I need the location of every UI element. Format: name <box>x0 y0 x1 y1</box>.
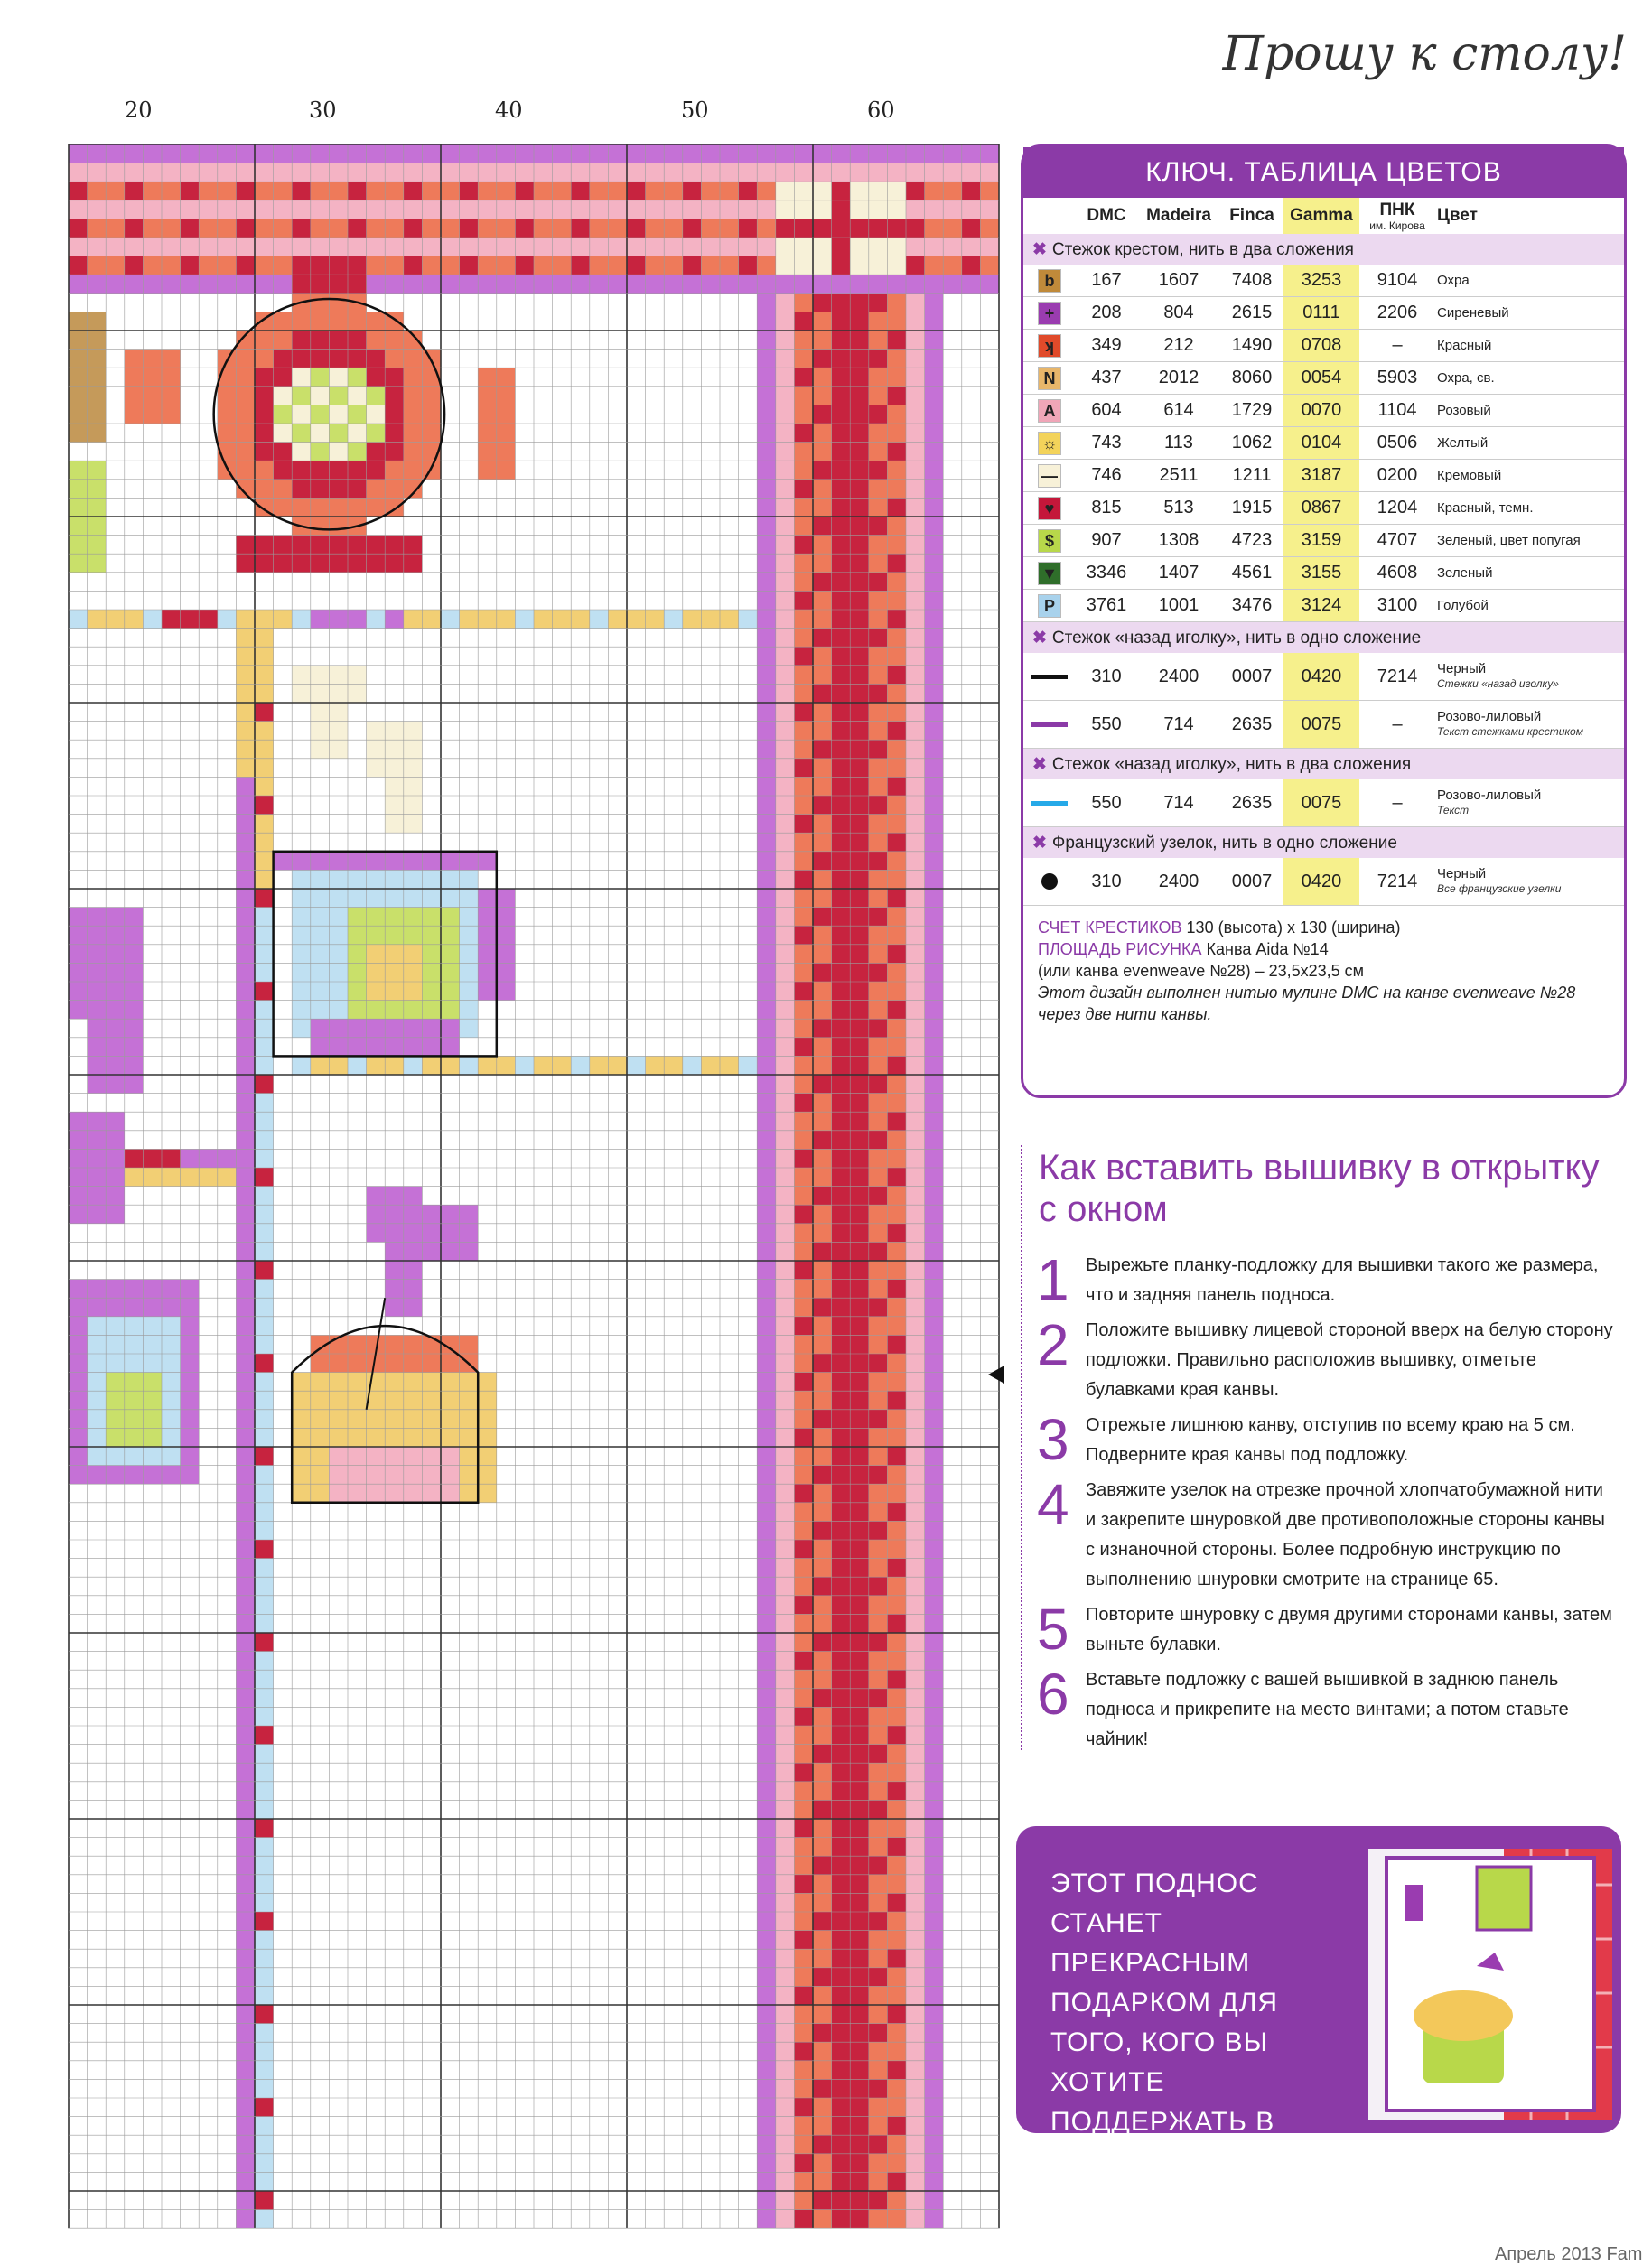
key-symbol-cell <box>1023 265 1076 297</box>
madeira-number: 2400 <box>1137 858 1220 906</box>
key-header-gamma: Gamma <box>1283 198 1359 234</box>
key-header-finca: Finca <box>1229 206 1274 225</box>
key-color-name <box>1435 525 1624 557</box>
instruction-step <box>1037 1472 1615 1595</box>
key-color-name <box>1435 297 1624 330</box>
column-number-40: 40 <box>495 98 523 123</box>
key-header-madeira: Madeira <box>1146 206 1211 225</box>
key-row <box>1023 653 1624 701</box>
key-section-header <box>1023 827 1624 859</box>
step-number: 2 <box>1037 1312 1069 1377</box>
finca-number: 7408 <box>1220 265 1283 297</box>
step-text: Завяжите узелок на отрезке прочной хлопчатобумажной нити и закрепите шнуровкой две противоположные стороны канвы с изнаночной стороны. Более подробную инструкцию по выполнению шнуровки смотрите на странице 65. <box>1086 1480 1605 1589</box>
key-symbol-cell <box>1023 330 1076 362</box>
key-section-cell <box>1023 749 1624 780</box>
key-color-name <box>1435 265 1624 297</box>
gamma-number: 3253 <box>1283 265 1359 297</box>
column-number-60: 60 <box>867 98 895 123</box>
color-name-label: Желтый <box>1437 434 1489 451</box>
madeira-number: 714 <box>1137 779 1220 827</box>
instruction-step <box>1037 1247 1615 1312</box>
backstitch-line-icon <box>1031 801 1068 806</box>
stitch-symbol-icon: ʞ <box>1038 334 1061 358</box>
stitch-symbol-icon: A <box>1038 399 1061 423</box>
key-row <box>1023 590 1624 622</box>
center-arrow-icon <box>988 1366 1004 1384</box>
french-knot-icon <box>1041 873 1058 890</box>
pnk-number: 5903 <box>1359 362 1435 395</box>
finca-number: 4561 <box>1220 557 1283 590</box>
backstitch-line-icon <box>1031 675 1068 679</box>
key-symbol-cell <box>1023 653 1076 701</box>
pnk-number: 3100 <box>1359 590 1435 622</box>
step-number: 1 <box>1037 1247 1069 1312</box>
key-symbol-cell <box>1023 460 1076 492</box>
stitch-symbol-icon: ☼ <box>1038 432 1061 455</box>
color-name-label: Зеленый, цвет попугая <box>1437 532 1581 548</box>
key-header-pnk-label: ПНК <box>1379 200 1415 219</box>
stitch-symbol-icon: $ <box>1038 529 1061 553</box>
gamma-number: 0111 <box>1283 297 1359 330</box>
key-symbol-cell <box>1023 525 1076 557</box>
key-header-pnk-sub: им. Кирова <box>1369 219 1425 232</box>
color-name-label: Охра, св. <box>1437 369 1495 386</box>
color-name-label: Черный <box>1437 866 1487 881</box>
instruction-step <box>1037 1312 1615 1405</box>
key-title: КЛЮЧ. ТАБЛИЦА ЦВЕТОВ <box>1023 147 1624 198</box>
gamma-number: 0075 <box>1283 701 1359 749</box>
key-color-name <box>1435 779 1624 827</box>
color-name-label: Розово-лиловый <box>1437 788 1542 803</box>
key-color-name <box>1435 590 1624 622</box>
key-row <box>1023 779 1624 827</box>
section-cross-icon: ✖ <box>1032 754 1047 774</box>
key-section-cell <box>1023 827 1624 859</box>
finca-number: 2635 <box>1220 779 1283 827</box>
key-row <box>1023 395 1624 427</box>
key-section-header <box>1023 622 1624 654</box>
key-row <box>1023 362 1624 395</box>
madeira-number: 614 <box>1137 395 1220 427</box>
key-color-name <box>1435 557 1624 590</box>
key-symbol-cell <box>1023 557 1076 590</box>
finca-number: 0007 <box>1220 653 1283 701</box>
key-section-label: Французский узелок, нить в одно сложение <box>1051 833 1397 853</box>
dmc-number: 550 <box>1076 701 1137 749</box>
key-notes <box>1023 906 1624 1025</box>
gamma-number: 0070 <box>1283 395 1359 427</box>
key-row <box>1023 297 1624 330</box>
step-number: 4 <box>1037 1472 1069 1537</box>
finca-number: 3476 <box>1220 590 1283 622</box>
key-color-name <box>1435 460 1624 492</box>
design-note: Этот дизайн выполнен нитью мулине DMC на канве evenweave №28 через две нити канвы. <box>1038 983 1576 1023</box>
finished-tray-photo <box>1368 1849 1612 2120</box>
instructions-title: Как вставить вышивку в открытку с окном <box>1039 1148 1600 1229</box>
color-name-label: Красный, темн. <box>1437 499 1534 516</box>
key-section-cell <box>1023 622 1624 654</box>
stitch-symbol-icon: + <box>1038 302 1061 325</box>
color-usage-note: Текст стежками крестиком <box>1437 725 1583 738</box>
madeira-number: 2012 <box>1137 362 1220 395</box>
madeira-number: 2511 <box>1137 460 1220 492</box>
key-section-cell <box>1023 234 1624 265</box>
dmc-number: 437 <box>1076 362 1137 395</box>
gamma-number: 3155 <box>1283 557 1359 590</box>
pnk-number: 7214 <box>1359 858 1435 906</box>
pnk-number: 0506 <box>1359 427 1435 460</box>
stitch-symbol-icon: b <box>1038 269 1061 293</box>
step-number: 5 <box>1037 1597 1069 1662</box>
pnk-number: 0200 <box>1359 460 1435 492</box>
key-symbol-cell <box>1023 590 1076 622</box>
key-header-pnk <box>1359 198 1435 234</box>
section-cross-icon: ✖ <box>1032 628 1047 648</box>
stitch-symbol-icon: P <box>1038 594 1061 618</box>
finca-number: 1490 <box>1220 330 1283 362</box>
key-row <box>1023 701 1624 749</box>
madeira-number: 1001 <box>1137 590 1220 622</box>
madeira-number: 513 <box>1137 492 1220 525</box>
key-row <box>1023 460 1624 492</box>
dmc-number: 907 <box>1076 525 1137 557</box>
pnk-number: 1204 <box>1359 492 1435 525</box>
dmc-number: 550 <box>1076 779 1137 827</box>
gamma-number: 0075 <box>1283 779 1359 827</box>
design-area-value: Канва Aida №14 <box>1206 940 1329 958</box>
dmc-number: 743 <box>1076 427 1137 460</box>
color-name-label: Голубой <box>1437 597 1489 613</box>
instructions-steps <box>1037 1247 1615 1760</box>
finca-number: 8060 <box>1220 362 1283 395</box>
design-area-label: ПЛОЩАДЬ РИСУНКА <box>1038 940 1202 958</box>
step-number: 3 <box>1037 1407 1069 1472</box>
key-color-name <box>1435 330 1624 362</box>
page-header-script: Прошу к столу! <box>1222 27 1627 81</box>
dmc-number: 815 <box>1076 492 1137 525</box>
key-symbol-cell <box>1023 297 1076 330</box>
madeira-number: 1607 <box>1137 265 1220 297</box>
gamma-number: 0420 <box>1283 858 1359 906</box>
dmc-number: 208 <box>1076 297 1137 330</box>
dmc-number: 310 <box>1076 858 1137 906</box>
dmc-number: 349 <box>1076 330 1137 362</box>
color-name-label: Розово-лиловый <box>1437 709 1542 724</box>
key-symbol-cell <box>1023 858 1076 906</box>
color-usage-note: Текст <box>1437 804 1470 816</box>
key-color-name <box>1435 492 1624 525</box>
key-section-label: Стежок крестом, нить в два сложения <box>1051 239 1354 259</box>
madeira-number: 1308 <box>1137 525 1220 557</box>
instruction-step <box>1037 1407 1615 1472</box>
finca-number: 2615 <box>1220 297 1283 330</box>
step-number: 6 <box>1037 1662 1069 1727</box>
key-section-header <box>1023 234 1624 265</box>
key-body <box>1023 234 1624 906</box>
color-usage-note: Стежки «назад иголку» <box>1437 677 1559 690</box>
key-row <box>1023 265 1624 297</box>
promo-box <box>1016 1826 1621 2176</box>
color-key-table <box>1023 198 1624 906</box>
footer-issue: Апрель 2013 Fam <box>1495 2244 1643 2264</box>
gamma-number: 0867 <box>1283 492 1359 525</box>
pnk-number: – <box>1359 779 1435 827</box>
color-name-label: Розовый <box>1437 402 1491 418</box>
stitch-count <box>1038 917 1610 938</box>
finca-number: 1211 <box>1220 460 1283 492</box>
key-row <box>1023 330 1624 362</box>
key-color-name <box>1435 362 1624 395</box>
color-name-label: Зеленый <box>1437 564 1493 581</box>
step-text: Отрежьте лишнюю канву, отступив по всему краю на 5 см. Подверните края канвы под подложку. <box>1086 1415 1575 1465</box>
promo-text: ЭТОТ ПОДНОС СТАНЕТ ПРЕКРАСНЫМ ПОДАРКОМ ДЛЯ ТОГО, КОГО ВЫ ХОТИТЕ ПОДДЕРЖАТЬ В ТРУДНУЮ МИНУТУ. <box>1050 1869 1321 2176</box>
step-text: Повторите шнуровку с двумя другими сторонами канвы, затем выньте булавки. <box>1086 1605 1612 1654</box>
stitch-symbol-icon: ♥ <box>1038 497 1061 520</box>
pnk-number: 9104 <box>1359 265 1435 297</box>
color-name-label: Черный <box>1437 661 1487 676</box>
key-color-name <box>1435 858 1624 906</box>
color-key-panel <box>1021 144 1627 1098</box>
step-text: Вставьте подложку с вашей вышивкой в заднюю панель подноса и прикрепите на место винтами; а потом ставьте чайник! <box>1086 1670 1569 1749</box>
key-row <box>1023 858 1624 906</box>
dmc-number: 310 <box>1076 653 1137 701</box>
color-name-label: Кремовый <box>1437 467 1502 483</box>
key-symbol-cell <box>1023 362 1076 395</box>
stitch-symbol-icon: — <box>1038 464 1061 488</box>
finca-number: 2635 <box>1220 701 1283 749</box>
finca-number: 1915 <box>1220 492 1283 525</box>
key-section-header <box>1023 749 1624 780</box>
madeira-number: 212 <box>1137 330 1220 362</box>
gamma-number: 0104 <box>1283 427 1359 460</box>
key-section-label: Стежок «назад иголку», нить в два сложения <box>1051 754 1412 774</box>
gamma-number: 3159 <box>1283 525 1359 557</box>
key-row <box>1023 557 1624 590</box>
madeira-number: 113 <box>1137 427 1220 460</box>
pnk-number: 7214 <box>1359 653 1435 701</box>
tray-photo-illustration <box>1368 1849 1612 2120</box>
key-symbol-cell <box>1023 395 1076 427</box>
dmc-number: 746 <box>1076 460 1137 492</box>
dmc-number: 3761 <box>1076 590 1137 622</box>
key-header-symbol <box>1023 198 1076 234</box>
key-color-name <box>1435 427 1624 460</box>
column-number-20: 20 <box>125 98 153 123</box>
design-area <box>1038 938 1610 960</box>
pnk-number: – <box>1359 330 1435 362</box>
key-header-row <box>1023 198 1624 234</box>
key-color-name <box>1435 701 1624 749</box>
key-header-color: Цвет <box>1437 206 1478 225</box>
step-text: Вырежьте планку-подложку для вышивки такого же размера, что и задняя панель подноса. <box>1086 1255 1599 1305</box>
pnk-number: 4707 <box>1359 525 1435 557</box>
key-symbol-cell <box>1023 779 1076 827</box>
section-cross-icon: ✖ <box>1032 239 1047 259</box>
section-cross-icon: ✖ <box>1032 833 1047 853</box>
color-usage-note: Все французские узелки <box>1437 882 1562 895</box>
dmc-number: 604 <box>1076 395 1137 427</box>
key-row <box>1023 427 1624 460</box>
gamma-number: 0054 <box>1283 362 1359 395</box>
key-color-name <box>1435 395 1624 427</box>
dmc-number: 3346 <box>1076 557 1137 590</box>
design-area-alt: (или канва evenweave №28) – 23,5х23,5 см <box>1038 962 1365 980</box>
finca-number: 4723 <box>1220 525 1283 557</box>
column-number-30: 30 <box>309 98 337 123</box>
key-header-dmc: DMC <box>1087 206 1126 225</box>
color-name-label: Красный <box>1437 337 1492 353</box>
column-number-50: 50 <box>681 98 709 123</box>
instructions-divider <box>1021 1145 1022 1750</box>
gamma-number: 3124 <box>1283 590 1359 622</box>
madeira-number: 714 <box>1137 701 1220 749</box>
pnk-number: 2206 <box>1359 297 1435 330</box>
step-text: Положите вышивку лицевой стороной вверх на белую сторону подложки. Правильно расположив вышивку, отметьте булавками края канвы. <box>1086 1320 1613 1400</box>
key-symbol-cell <box>1023 427 1076 460</box>
instruction-step <box>1037 1597 1615 1662</box>
gamma-number: 0708 <box>1283 330 1359 362</box>
key-section-label: Стежок «назад иголку», нить в одно сложение <box>1051 628 1422 648</box>
key-symbol-cell <box>1023 701 1076 749</box>
backstitch-line-icon <box>1031 722 1068 727</box>
stitch-symbol-icon: N <box>1038 367 1061 390</box>
key-row <box>1023 525 1624 557</box>
key-row <box>1023 492 1624 525</box>
key-symbol-cell <box>1023 492 1076 525</box>
pnk-number: 4608 <box>1359 557 1435 590</box>
madeira-number: 1407 <box>1137 557 1220 590</box>
color-name-label: Охра <box>1437 272 1470 288</box>
stitch-count-label: СЧЕТ КРЕСТИКОВ <box>1038 918 1182 937</box>
stitch-count-value: 130 (высота) х 130 (ширина) <box>1186 918 1401 937</box>
pnk-number: 1104 <box>1359 395 1435 427</box>
finca-number: 0007 <box>1220 858 1283 906</box>
pnk-number: – <box>1359 701 1435 749</box>
stitch-symbol-icon: ▼ <box>1038 562 1061 585</box>
finca-number: 1062 <box>1220 427 1283 460</box>
key-color-name <box>1435 653 1624 701</box>
dmc-number: 167 <box>1076 265 1137 297</box>
madeira-number: 804 <box>1137 297 1220 330</box>
madeira-number: 2400 <box>1137 653 1220 701</box>
gamma-number: 0420 <box>1283 653 1359 701</box>
finca-number: 1729 <box>1220 395 1283 427</box>
instruction-step <box>1037 1662 1615 1755</box>
gamma-number: 3187 <box>1283 460 1359 492</box>
color-name-label: Сиреневый <box>1437 304 1509 321</box>
